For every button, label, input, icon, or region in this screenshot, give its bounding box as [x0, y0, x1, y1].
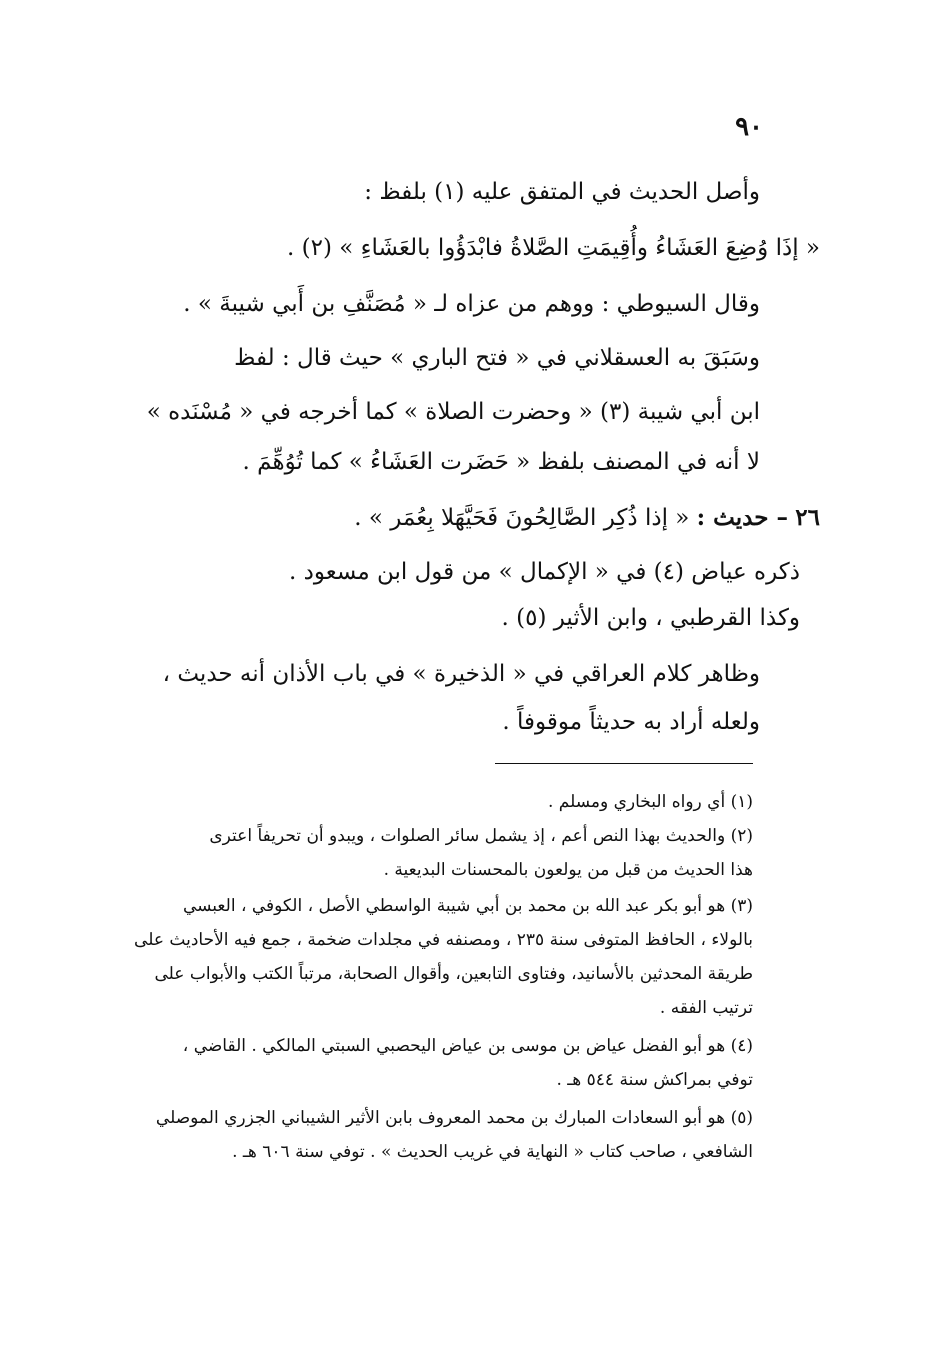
text-line: ابن أبي شيبة (٣) « وحضرت الصلاة » كما أخرجه في « مُسْنَده » — [146, 399, 760, 425]
text-line: « إذَا وُضِعَ العَشَاءُ وأُقِيمَتِ الصَّلاةُ فابْدَؤُوا بالعَشَاءِ » (٢) . — [287, 235, 820, 261]
hadith-text: « إذا ذُكِر الصَّالِحُونَ فَحَيَّهَلا بِعُمَر » . — [354, 505, 690, 531]
footnote-line: الشافعي ، صاحب كتاب « النهاية في غريب الحديث » . توفي سنة ٦٠٦ هـ . — [232, 1142, 753, 1162]
text-line: وأصل الحديث في المتفق عليه (١) بلفظ : — [364, 179, 760, 205]
footnote-line: بالولاء ، الحافظ المتوفى سنة ٢٣٥ ، ومصنفه في مجلدات ضخمة ، جمع فيه الأحاديث على — [134, 930, 753, 950]
footnote-line: (٤) هو أبو الفضل عياض بن موسى بن عياض اليحصبي السبتي المالكي . القاضي ، — [182, 1036, 753, 1056]
hadith-number: ٢٦ — [795, 504, 820, 531]
text-line: لا أنه في المصنف بلفظ « حَضَرت العَشَاءُ » كما تُوُهِّمَ . — [242, 449, 760, 475]
footnote-separator — [495, 763, 753, 764]
footnote-line: طريقة المحدثين بالأسانيد، وفتاوى التابعين، وأقوال الصحابة، مرتباً الكتب والأبواب على — [154, 964, 753, 984]
footnote-line: ترتيب الفقه . — [659, 998, 753, 1018]
hadith-label: حديث : — [696, 504, 769, 531]
hadith-line: ٢٦ – حديث : « إذا ذُكِر الصَّالِحُونَ فَحَيَّهَلا بِعُمَر » . — [354, 504, 820, 531]
text-line: وظاهر كلام العراقي في « الذخيرة » في باب الأذان أنه حديث ، — [162, 661, 760, 687]
footnote-line: هذا الحديث من قبل من يولعون بالمحسنات البديعية . — [383, 860, 753, 880]
footnote-line: (١) أي رواه البخاري ومسلم . — [547, 792, 753, 812]
page-number: ٩٠ — [735, 112, 763, 142]
text-line: ذكره عياض (٤) في « الإكمال » من قول ابن مسعود . — [288, 559, 800, 585]
footnote-line: (٢) والحديث بهذا النص أعم ، إذ يشمل سائر الصلوات ، ويبدو أن تحريفاً اعترى — [209, 826, 753, 846]
footnote-line: (٣) هو أبو بكر عبد الله بن محمد بن أبي شيبة الواسطي الأصل ، الكوفي ، العبسي — [182, 896, 753, 916]
text-line: وكذا القرطبي ، وابن الأثير (٥) . — [501, 605, 800, 631]
text-line: ولعله أراد به حديثاً موقوفاً . — [502, 709, 760, 735]
footnote-line: (٥) هو أبو السعادات المبارك بن محمد المعروف بابن الأثير الشيباني الجزري الموصلي — [155, 1108, 753, 1128]
text-line: وقال السيوطي : ووهم من عزاه لـ « مُصَنَّفِ بن أَبي شيبةَ » . — [183, 291, 760, 317]
text-line: وسَبَقَ به العسقلاني في « فتح الباري » حيث قال : لفظ — [234, 345, 760, 371]
footnote-line: توفي بمراكش سنة ٥٤٤ هـ . — [556, 1070, 753, 1090]
